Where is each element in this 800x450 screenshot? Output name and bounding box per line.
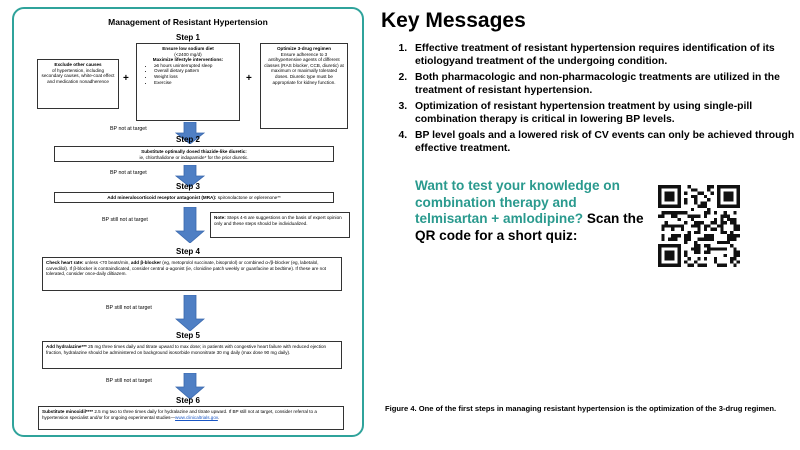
step3-body: spironolactone or eplerenone** [216, 195, 281, 200]
optimize-head: Optimize 3-drug regimen [276, 46, 332, 51]
step5-label: Step 5 [175, 331, 200, 340]
plus-sign-2: + [246, 73, 252, 84]
lifestyle-item: • ≥6 hours uninterrupted sleep [154, 63, 236, 69]
step4-part2: unless <70 beats/min, [83, 260, 131, 265]
key-messages-title: Key Messages [381, 9, 526, 32]
key-message-item: 2. Both pharmacologic and non-pharmacologic treatments are utilized in the treatment of resistant hypertension. [410, 71, 800, 97]
exclude-causes-body: of hypertension, including secondary causes, white-coat effect and medication nonadherence [41, 67, 115, 84]
step2-head: Substitute optimally dosed thiazide-like diuretic: [141, 149, 247, 154]
step2-box [54, 146, 334, 162]
down-arrow-icon [175, 207, 205, 243]
step4-part4: (eg, metoprolol succinate, bisoprolol) or combined α-/β-blocker (eg, labetalol, carvedilol). If β-blocker is contraindicated, consider central α-agonist (ie, clonidine patch weekly or guanfacine at bedtime). If these are not tolerated, consider once-daily diltiazem. [46, 260, 327, 277]
step2-body: ie, chlorthalidone or indapamide* for the prior diuretic. [139, 154, 249, 160]
flowchart-title: Management of Resistant Hypertension [108, 17, 268, 27]
clinicaltrials-link[interactable]: www.clinicaltrials.gov [175, 414, 218, 420]
key-messages-list [388, 42, 800, 158]
step2-label: Step 2 [175, 135, 200, 144]
step5-body: 25 mg three times daily and titrate upward to max dose; in patients with congestive heart failure with reduced ejection fraction, hydralazine should be administered on background isosorbide mononitrate 30 mg daily (max dose 90 mg daily). [46, 344, 327, 355]
down-arrow-icon [175, 295, 205, 331]
plus-sign-1: + [123, 73, 129, 84]
bp-still-not-target-label: BP still not at target [102, 217, 148, 223]
quiz-teal-text: Want to test your knowledge on combination therapy and telmisartan + amlodipine? [415, 178, 620, 227]
step4-label: Step 4 [175, 247, 200, 256]
step1-label: Step 1 [175, 33, 200, 42]
key-message-item: 4. BP level goals and a lowered risk of CV events can only be achieved through effective treatment. [410, 129, 800, 155]
key-message-item: 3. Optimization of resistant hypertension treatment by using single-pill combination therapy is critical in lowering BP levels. [410, 100, 800, 126]
qr-code-icon[interactable] [658, 185, 740, 267]
step6-head: Substitute minoxidil**** [42, 409, 94, 414]
step4-part1: Check heart rate: [46, 260, 84, 265]
figure-caption: Figure 4. One of the first steps in managing resistant hypertension is the optimization of the 3-drug regimen. [385, 404, 777, 413]
step6-end: . [217, 414, 220, 420]
lifestyle-box [136, 43, 240, 121]
flowchart-panel [12, 7, 364, 437]
note-box [210, 212, 350, 238]
step3-head: Add mineralocorticoid receptor antagonist (MRA): [107, 195, 217, 200]
bp-not-target-label: BP not at target [110, 170, 147, 176]
optimize-body: Ensure adherence to 3 antihypertensive agents of different classes (RAS blocker, CCB, diuretic) at maximum or maximally tolerated doses. Diuretic type must be appropriate for kidney function. [264, 51, 344, 85]
step4-part3: add β-blocker [130, 260, 162, 265]
note-body: Steps 4-6 are suggestions on the basis of expert opinion only and these steps should be individualized. [214, 215, 342, 226]
optimize-regimen-box [260, 43, 348, 129]
lifestyle-item: • Exercise [154, 80, 236, 86]
note-head: Note: [214, 215, 226, 220]
step5-head: Add hydralazine*** [46, 344, 87, 349]
step3-label: Step 3 [175, 182, 200, 191]
bp-still-not-target-label: BP still not at target [106, 305, 152, 311]
bp-not-target-label: BP not at target [110, 126, 147, 132]
key-message-item: 1. Effective treatment of resistant hypertension requires identification of its etiologyand treatment of the undergoing condition. [410, 42, 800, 68]
bp-still-not-target-label: BP still not at target [106, 378, 152, 384]
lifestyle-item: • Overall dietary pattern [154, 68, 236, 74]
step5-box [42, 341, 342, 369]
quiz-prompt [415, 178, 651, 244]
lifestyle-head: Maximize lifestyle interventions: [152, 57, 224, 63]
step6-body: 2.5 mg two to three times daily for hydralazine and titrate upward. If BP still not at target, consider referral to a hypertension specialist and/or for ongoing experimental studies— [42, 409, 317, 420]
quiz-dark-text: Scan the QR code for a short quiz: [415, 211, 644, 243]
step6-box [38, 406, 344, 430]
step6-label: Step 6 [175, 396, 200, 405]
sodium-sub: (<2400 mg/d) [174, 51, 202, 57]
step4-box [42, 257, 342, 291]
exclude-causes-box [37, 59, 119, 109]
exclude-causes-head: Exclude other causes [54, 62, 102, 67]
sodium-head: Ensure low sodium diet [162, 46, 214, 51]
step3-box [54, 192, 334, 203]
lifestyle-item: • Weight loss [154, 74, 236, 80]
